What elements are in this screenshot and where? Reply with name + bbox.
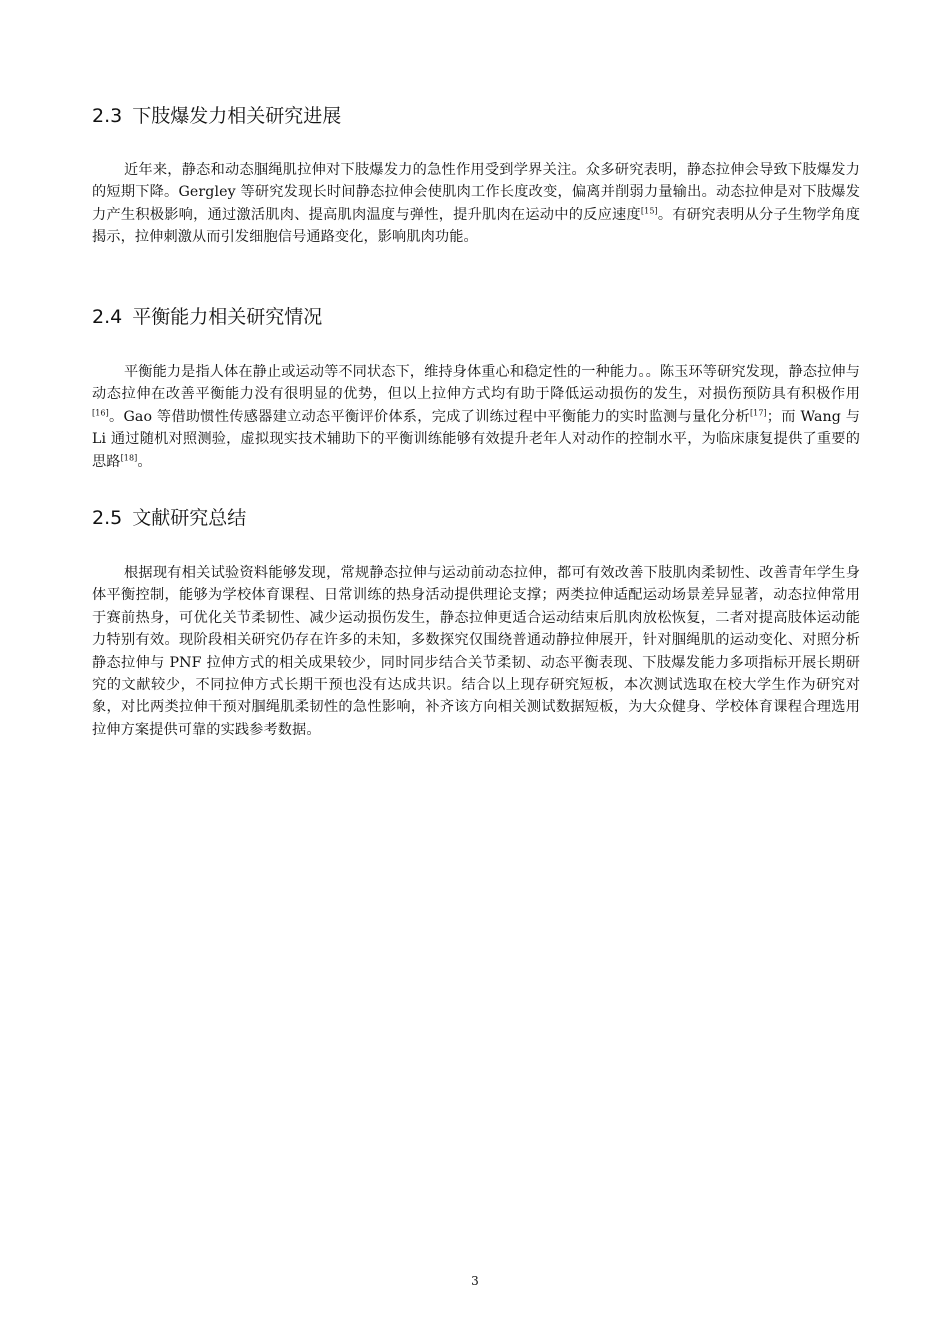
paragraph-text: 近年来，静态和动态腘绳肌拉伸对下肢爆发力的急性作用受到学界关注。众多研究表明，静态拉伸会导致下肢爆发力的短期下降。Gergley 等研究发现长时间静态拉伸会使肌肉工作长度改变，偏离并削弱力量输出。动态拉伸是对下肢爆发力产生积极影响，通过激活肌肉、提高肌肉温度与弹性，提升肌肉在运动中的反应速度 — [92, 162, 860, 223]
citation-ref: [17] — [749, 408, 767, 418]
section-2-3 — [92, 104, 860, 249]
section-paragraph — [92, 159, 860, 249]
section-paragraph — [92, 562, 860, 741]
section-heading — [92, 104, 860, 128]
section-2-5 — [92, 506, 860, 741]
paragraph-text: 平衡能力是指人体在静止或运动等不同状态下，维持身体重心和稳定性的一种能力。。陈玉环等研究发现，静态拉伸与动态拉伸在改善平衡能力没有很明显的优势，但以上拉伸方式均有助于降低运动损伤的发生，对损伤预防具有积极作用 — [92, 364, 860, 403]
section-heading — [92, 305, 860, 329]
paragraph-text: 根据现有相关试验资料能够发现，常规静态拉伸与运动前动态拉伸，都可有效改善下肢肌肉柔韧性、改善青年学生身体平衡控制，能够为学校体育课程、日常训练的热身活动提供理论支撑；两类拉伸适配运动场景差异显著，动态拉伸常用于赛前热身，可优化关节柔韧性、减少运动损伤发生，静态拉伸更适合运动结束后肌肉放松恢复，二者对提高肢体运动能力特别有效。现阶段相关研究仍存在许多的未知，多数探究仅围绕普通动静拉伸展开，针对腘绳肌的运动变化、对照分析静态拉伸与 PNF 拉伸方式的相关成果较少，同时同步结合关节柔韧、动态平衡表现、下肢爆发能力多项指标开展长期研究的文献较少，不同拉伸方式长期干预也没有达成共识。结合以上现存研究短板，本次测试选取在校大学生作为研究对象，对比两类拉伸干预对腘绳肌柔韧性的急性影响，补齐该方向相关测试数据短板，为大众健身、学校体育课程合理选用拉伸方案提供可靠的实践参考数据。 — [92, 565, 860, 738]
paragraph-text: 。 — [137, 453, 152, 470]
section-number: 2.3 — [92, 105, 123, 127]
section-title: 文献研究总结 — [132, 507, 247, 529]
section-number: 2.5 — [92, 507, 123, 529]
paragraph-text: 。Gao 等借助惯性传感器建立动态平衡评价体系，完成了训练过程中平衡能力的实时监测与量化分析 — [108, 408, 750, 425]
page-number: 3 — [471, 1274, 479, 1288]
paragraph-text: ；而 Wang 与 Li 通过随机对照测验，虚拟现实技术辅助下的平衡训练能够有效提升老年人对动作的控制水平，为临床康复提供了重要的思路 — [92, 408, 860, 470]
section-2-4 — [92, 305, 860, 473]
section-paragraph — [92, 361, 860, 473]
section-title: 下肢爆发力相关研究进展 — [132, 105, 342, 127]
citation-ref: [16] — [92, 408, 109, 418]
section-heading — [92, 506, 860, 530]
paragraph-text: 。有研究表明从分子生物学角度揭示，拉伸刺激从而引发细胞信号通路变化，影响肌肉功能。 — [92, 206, 860, 246]
section-number: 2.4 — [92, 306, 123, 328]
citation-ref: [15] — [640, 206, 658, 216]
section-title: 平衡能力相关研究情况 — [132, 306, 323, 328]
citation-ref: [18] — [120, 452, 138, 462]
